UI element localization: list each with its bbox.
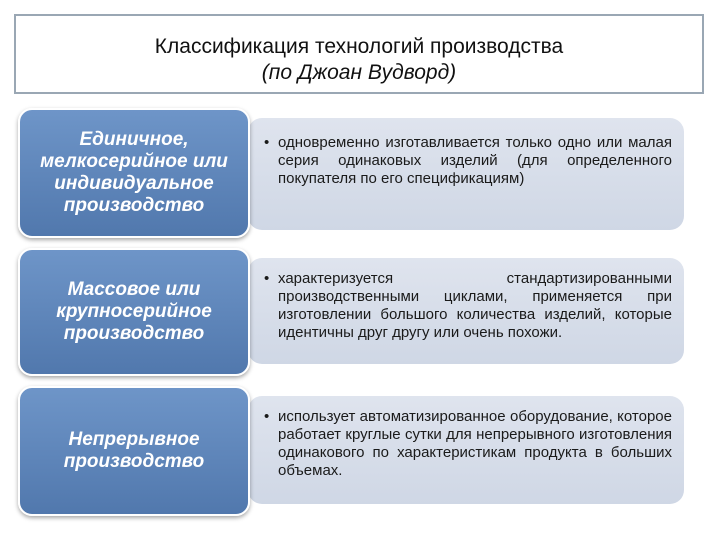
row-continuous-production: [18, 386, 684, 516]
description-text: одновременно изготавливается только одно или малая серия одинаковых изделий (для определенного покупателя по его спецификациям): [278, 134, 672, 187]
page-subtitle: (по Джоан Вудворд): [261, 61, 457, 84]
bullet: •: [264, 270, 270, 287]
row-mass-production: [18, 248, 684, 376]
description-text: характеризуется стандартизированными производственными циклами, применяется при изготовлении большого количества изделий, которые идентичны друг другу или очень похожи.: [278, 270, 672, 341]
description-box: [248, 396, 684, 504]
bullet: •: [264, 134, 270, 151]
title-box: [14, 14, 704, 94]
category-label: Непрерывное производство: [18, 386, 250, 516]
description-box: [248, 258, 684, 364]
bullet: •: [264, 408, 270, 425]
description-box: [248, 118, 684, 230]
row-single-production: [18, 108, 684, 238]
category-label: Единичное, мелкосерийное или индивидуальное производство: [18, 108, 250, 238]
page-title: Классификация технологий производства: [154, 35, 564, 58]
category-label: Массовое или крупносерийное производство: [18, 248, 250, 376]
description-text: использует автоматизированное оборудование, которое работает круглые сутки для непрерывного изготовления одинакового по характеристикам продукта в больших объемах.: [278, 408, 672, 479]
